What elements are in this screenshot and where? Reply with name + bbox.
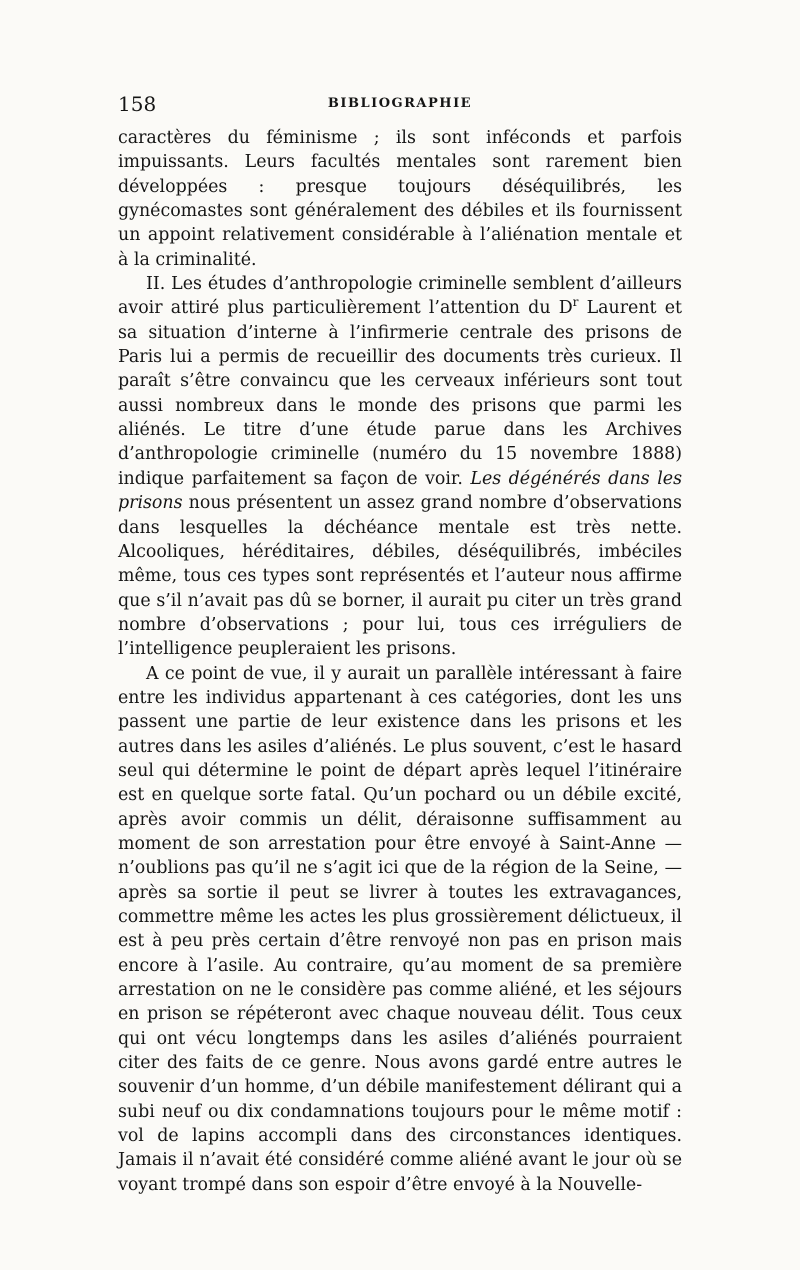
page-number: 158 <box>118 92 157 116</box>
study-title-italic: Les dégénérés dans les prisons <box>118 468 683 514</box>
book-page <box>118 92 682 1197</box>
running-title: BIBLIOGRAPHIE <box>327 96 473 111</box>
doctor-abbrev-superscript: r <box>572 295 579 310</box>
body-text <box>118 126 682 1197</box>
paragraph-2-part-a: II. Les études d’anthropologie criminelle semblent d’ailleurs avoir attiré plus particulièrement l’attention du D <box>118 274 682 319</box>
running-head <box>118 92 682 120</box>
paragraph-2 <box>118 272 682 662</box>
paragraph-2-part-c: nous présentent un assez grand nombre d’observations dans lesquelles la déchéance mentale est très nette. Alcooliques, héréditaires, débiles, déséquilibrés, imbéciles même, tous ces types sont représentés et l’auteur nous affirme que s’il n’avait pas dû se borner, il aurait pu citer un très grand nombre d’observations ; pour lui, tous ces irréguliers de l’intelligence peupleraient les prisons. <box>118 493 682 660</box>
paragraph-2-part-b: Laurent et sa situation d’interne à l’infirmerie centrale des prisons de Paris lui a permis de recueillir des documents très curieux. Il paraît s’être convaincu que les cerveaux inférieurs sont tout aussi nombreux dans le monde des prisons que parmi les aliénés. Le titre d’une étude parue dans les Archives d’anthropologie criminelle (numéro du 15 novembre 1888) indique parfaitement sa façon de voir. <box>118 298 682 489</box>
paragraph-3: A ce point de vue, il y aurait un parallèle intéressant à faire entre les individus appartenant à ces catégories, dont les uns passent une partie de leur existence dans les prisons et les autres dans les asiles d’aliénés. Le plus souvent, c’est le hasard seul qui détermine le point de départ après lequel l’itinéraire est en quelque sorte fatal. Qu’un pochard ou un débile excité, après avoir commis un délit, déraisonne suffisamment au moment de son arrestation pour être envoyé à Saint-Anne — n’oublions pas qu’il ne s’agit ici que de la région de la Seine, — après sa sortie il peut se livrer à toutes les extravagances, commettre même les actes les plus grossièrement délictueux, il est à peu près certain d’être renvoyé non pas en prison mais encore à l’asile. Au contraire, qu’au moment de sa première arrestation on ne le considère pas comme aliéné, et les séjours en prison se répéteront avec chaque nouveau délit. Tous ceux qui ont vécu longtemps dans les asiles d’aliénés pourraient citer des faits de ce genre. Nous avons gardé entre autres le souvenir d’un homme, d’un débile manifestement délirant qui a subi neuf ou dix condamnations toujours pour le même motif : vol de lapins accompli dans des circonstances identiques. Jamais il n’avait été considéré comme aliéné avant le jour où se voyant trompé dans son espoir d’être envoyé à la Nouvelle- <box>118 663 682 1195</box>
paragraph-1: caractères du féminisme ; ils sont inféconds et parfois impuissants. Leurs facultés mentales sont rarement bien développées : presque toujours déséquilibrés, les gynécomastes sont généralement des débiles et ils fournissent un appoint relativement considérable à l’aliénation mentale et à la criminalité. <box>118 128 682 270</box>
